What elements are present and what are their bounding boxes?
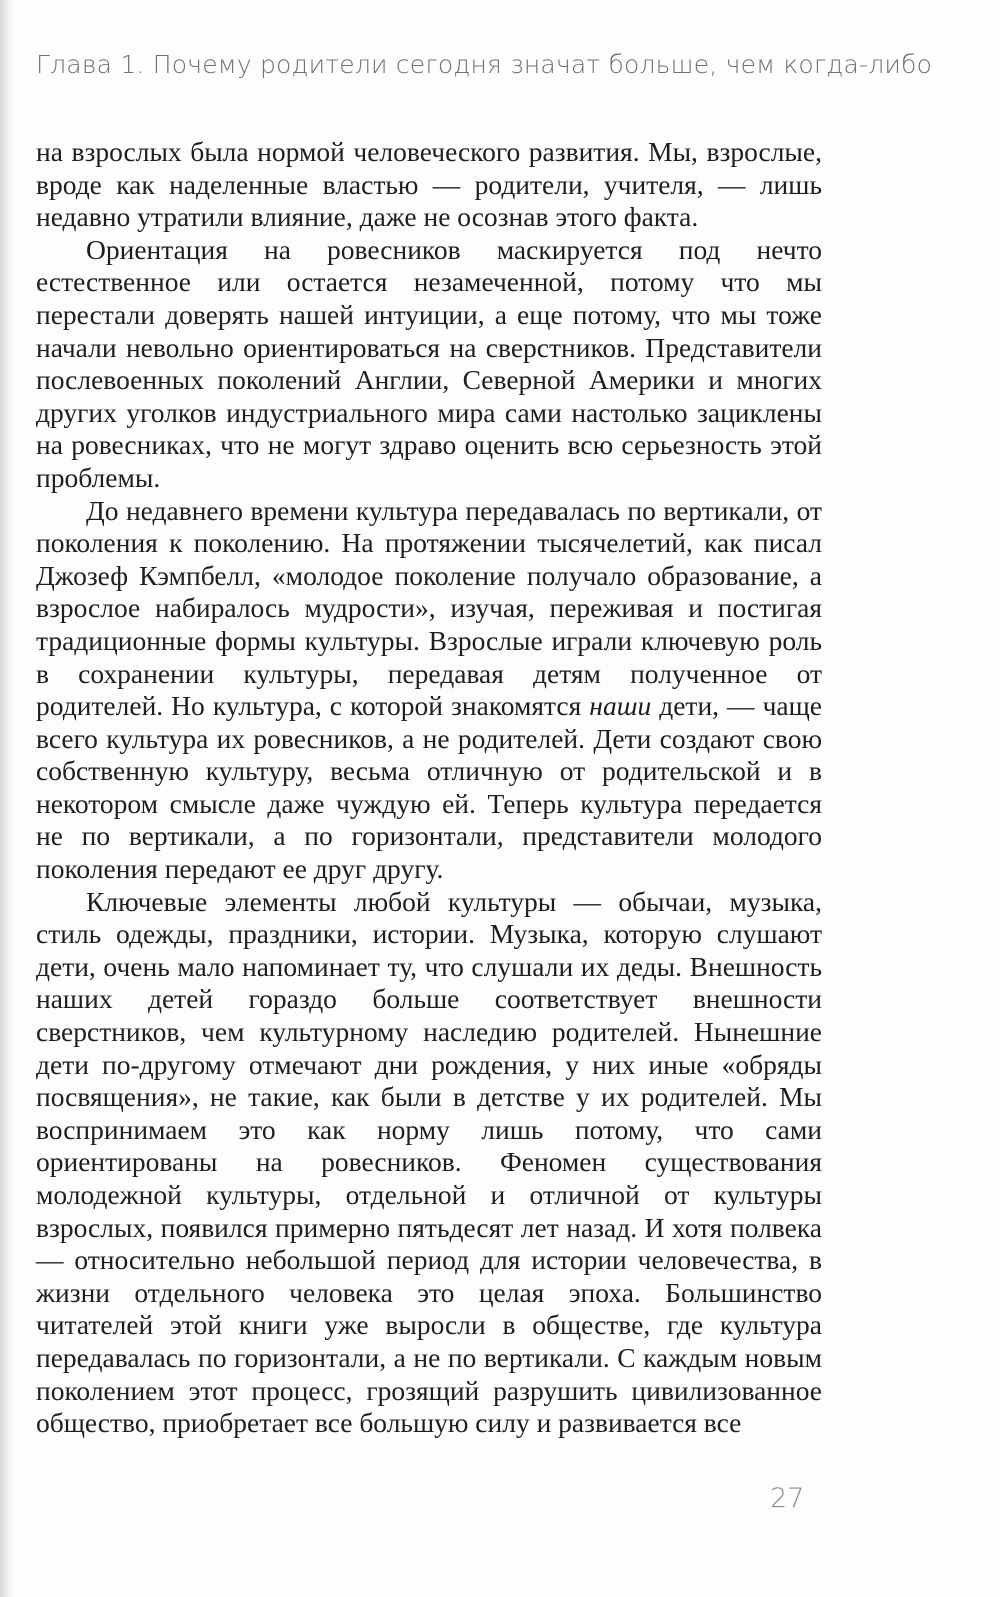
paragraph-3-text-before-emphasis: До недавнего времени культура передавалась по вертикали, от поколения к поколению. На протяжении тысячелетий, как писал Джозеф Кэмпбелл, «молодое поколение получало образование, а взрослое набиралось мудрости», изучая, переживая и постигая традиционные формы культуры. Взрослые играли ключевую роль в сохранении культуры, передавая детям полученное от родителей. Но культура, с которой знакомятся [36,494,822,722]
running-header: Глава 1. Почему родители сегодня значат больше, чем когда-либо [36,50,933,79]
emphasis-text: наши [589,690,652,722]
paragraph-3-text-after-emphasis: дети, — чаще всего культура их ровесников, а не родителей. Дети создают свою собственную культуру, весьма отличную от родительской и в некотором смысле даже чуждую ей. Теперь культура передается не по вертикали, а по горизонтали, представители молодого поколения передают ее друг другу. [36,690,822,885]
page-number: 27 [770,1483,805,1514]
body-text [36,136,822,1440]
paragraph-4: Ключевые элементы любой культуры — обычаи, музыка, стиль одежды, праздники, истории. Музыка, которую слушают дети, очень мало напоминает ту, что слушали их деды. Внешность наших детей гораздо больше соответствует внешности сверстников, чем культурному наследию родителей. Нынешние дети по-другому отмечают дни рождения, у них иные «обряды посвящения», не такие, как были в детстве у их родителей. Мы воспринимаем это как норму лишь потому, что сами ориентированы на ровесников. Феномен существования молодежной культуры, отдельной и отличной от культуры взрослых, появился примерно пятьдесят лет назад. И хотя полвека — относительно небольшой период для истории человечества, в жизни отдельного человека это целая эпоха. Большинство читателей этой книги уже выросли в обществе, где культура передавалась по горизонтали, а не по вертикали. С каждым новым поколением этот процесс, грозящий разрушить цивилизованное общество, приобретает все большую силу и развивается все [36,885,822,1439]
page-gutter-shadow [0,0,14,1597]
paragraph-2: Ориентация на ровесников маскируется под нечто естественное или остается незамеченной, потому что мы перестали доверять нашей интуиции, а еще потому, что мы тоже начали невольно ориентироваться на сверстников. Представители послевоенных поколений Англии, Северной Америки и многих других уголков индустриального мира сами настолько зациклены на ровесниках, что не могут здраво оценить всю серьезность этой проблемы. [36,233,822,493]
paragraph-3 [36,495,822,886]
paragraph-1: на взрослых была нормой человеческого развития. Мы, взрослые, вроде как наделенные властью — родители, учителя, — лишь недавно утратили влияние, даже не осознав этого факта. [36,136,822,233]
